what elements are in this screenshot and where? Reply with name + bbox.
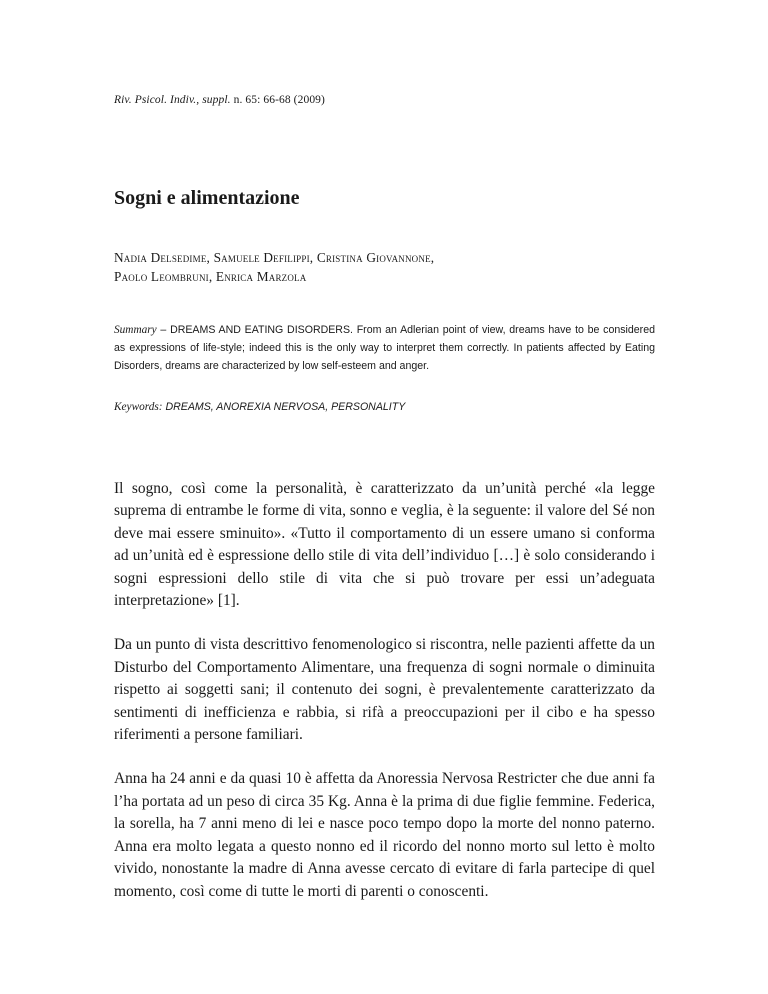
keywords-text: DREAMS, ANOREXIA NERVOSA, PERSONALITY [162,401,406,413]
authors-line-1: Nadia Delsedime, Samuele Defilippi, Cristina Giovannone, [114,250,435,265]
body-paragraph-2: Da un punto di vista descrittivo fenomenologico si riscontra, nelle pazienti affette da un Disturbo del Comportamento Alimentare, una frequenza di sogni normale o diminuita rispetto ai soggetti sani; il contenuto dei sogni, è prevalentemente caratterizzato da sentimenti di inefficienza e rabbia, si rifà a preoccupazioni per il cibo e ha spesso riferimenti a persone familiari. [114,636,655,744]
authors-line-2: Paolo Leombruni, Enrica Marzola [114,269,307,284]
journal-reference [114,94,325,106]
article-title: Sogni e alimentazione [114,187,300,209]
body-paragraph-3: Anna ha 24 anni e da quasi 10 è affetta da Anoressia Nervosa Restricter che due anni fa l’ha portata ad un peso di circa 35 Kg. Anna è la prima di due figlie femmine. Federica, la sorella, ha 7 anni meno di lei e nasce poco tempo dopo la morte del nonno paterno. Anna era molto legata a questo nonno ed il ricordo del nonno morto sul letto è molto vivido, nonostante la madre di Anna avesse cercato di evitare di farla partecipe di quel momento, così come di tutte le morti di parenti o conoscenti. [114,770,655,900]
abstract [114,321,655,376]
author-list [114,248,434,286]
keywords [114,401,405,413]
journal-title: Riv. Psicol. Indiv., suppl. [114,94,231,106]
summary-text: DREAMS AND EATING DISORDERS. From an Adlerian point of view, dreams have to be considered as expressions of life-style; indeed this is the only way to interpret them correctly. In patients affected by Eating Disorders, dreams are characterized by low self-esteem and anger. [114,324,655,373]
keywords-label: Keywords: [114,401,163,413]
body-paragraph-1: Il sogno, così come la personalità, è caratterizzato da un’unità perché «la legge suprema di entrambe le forme di vita, sonno e veglia, è la seguente: il valore del Sé non deve mai essere sminuito». «Tutto il comportamento di un essere umano si conforma ad un’unità ed è espressione dello stile di vita dell’individuo […] è solo considerando i sogni espressioni dello stile di vita che si può trovare per essi un’adeguata interpretazione» [1]. [114,480,655,610]
summary-dash: – [156,324,171,336]
journal-issue: n. 65: 66-68 (2009) [233,94,325,106]
body-text [114,478,655,925]
summary-label: Summary [114,324,157,336]
